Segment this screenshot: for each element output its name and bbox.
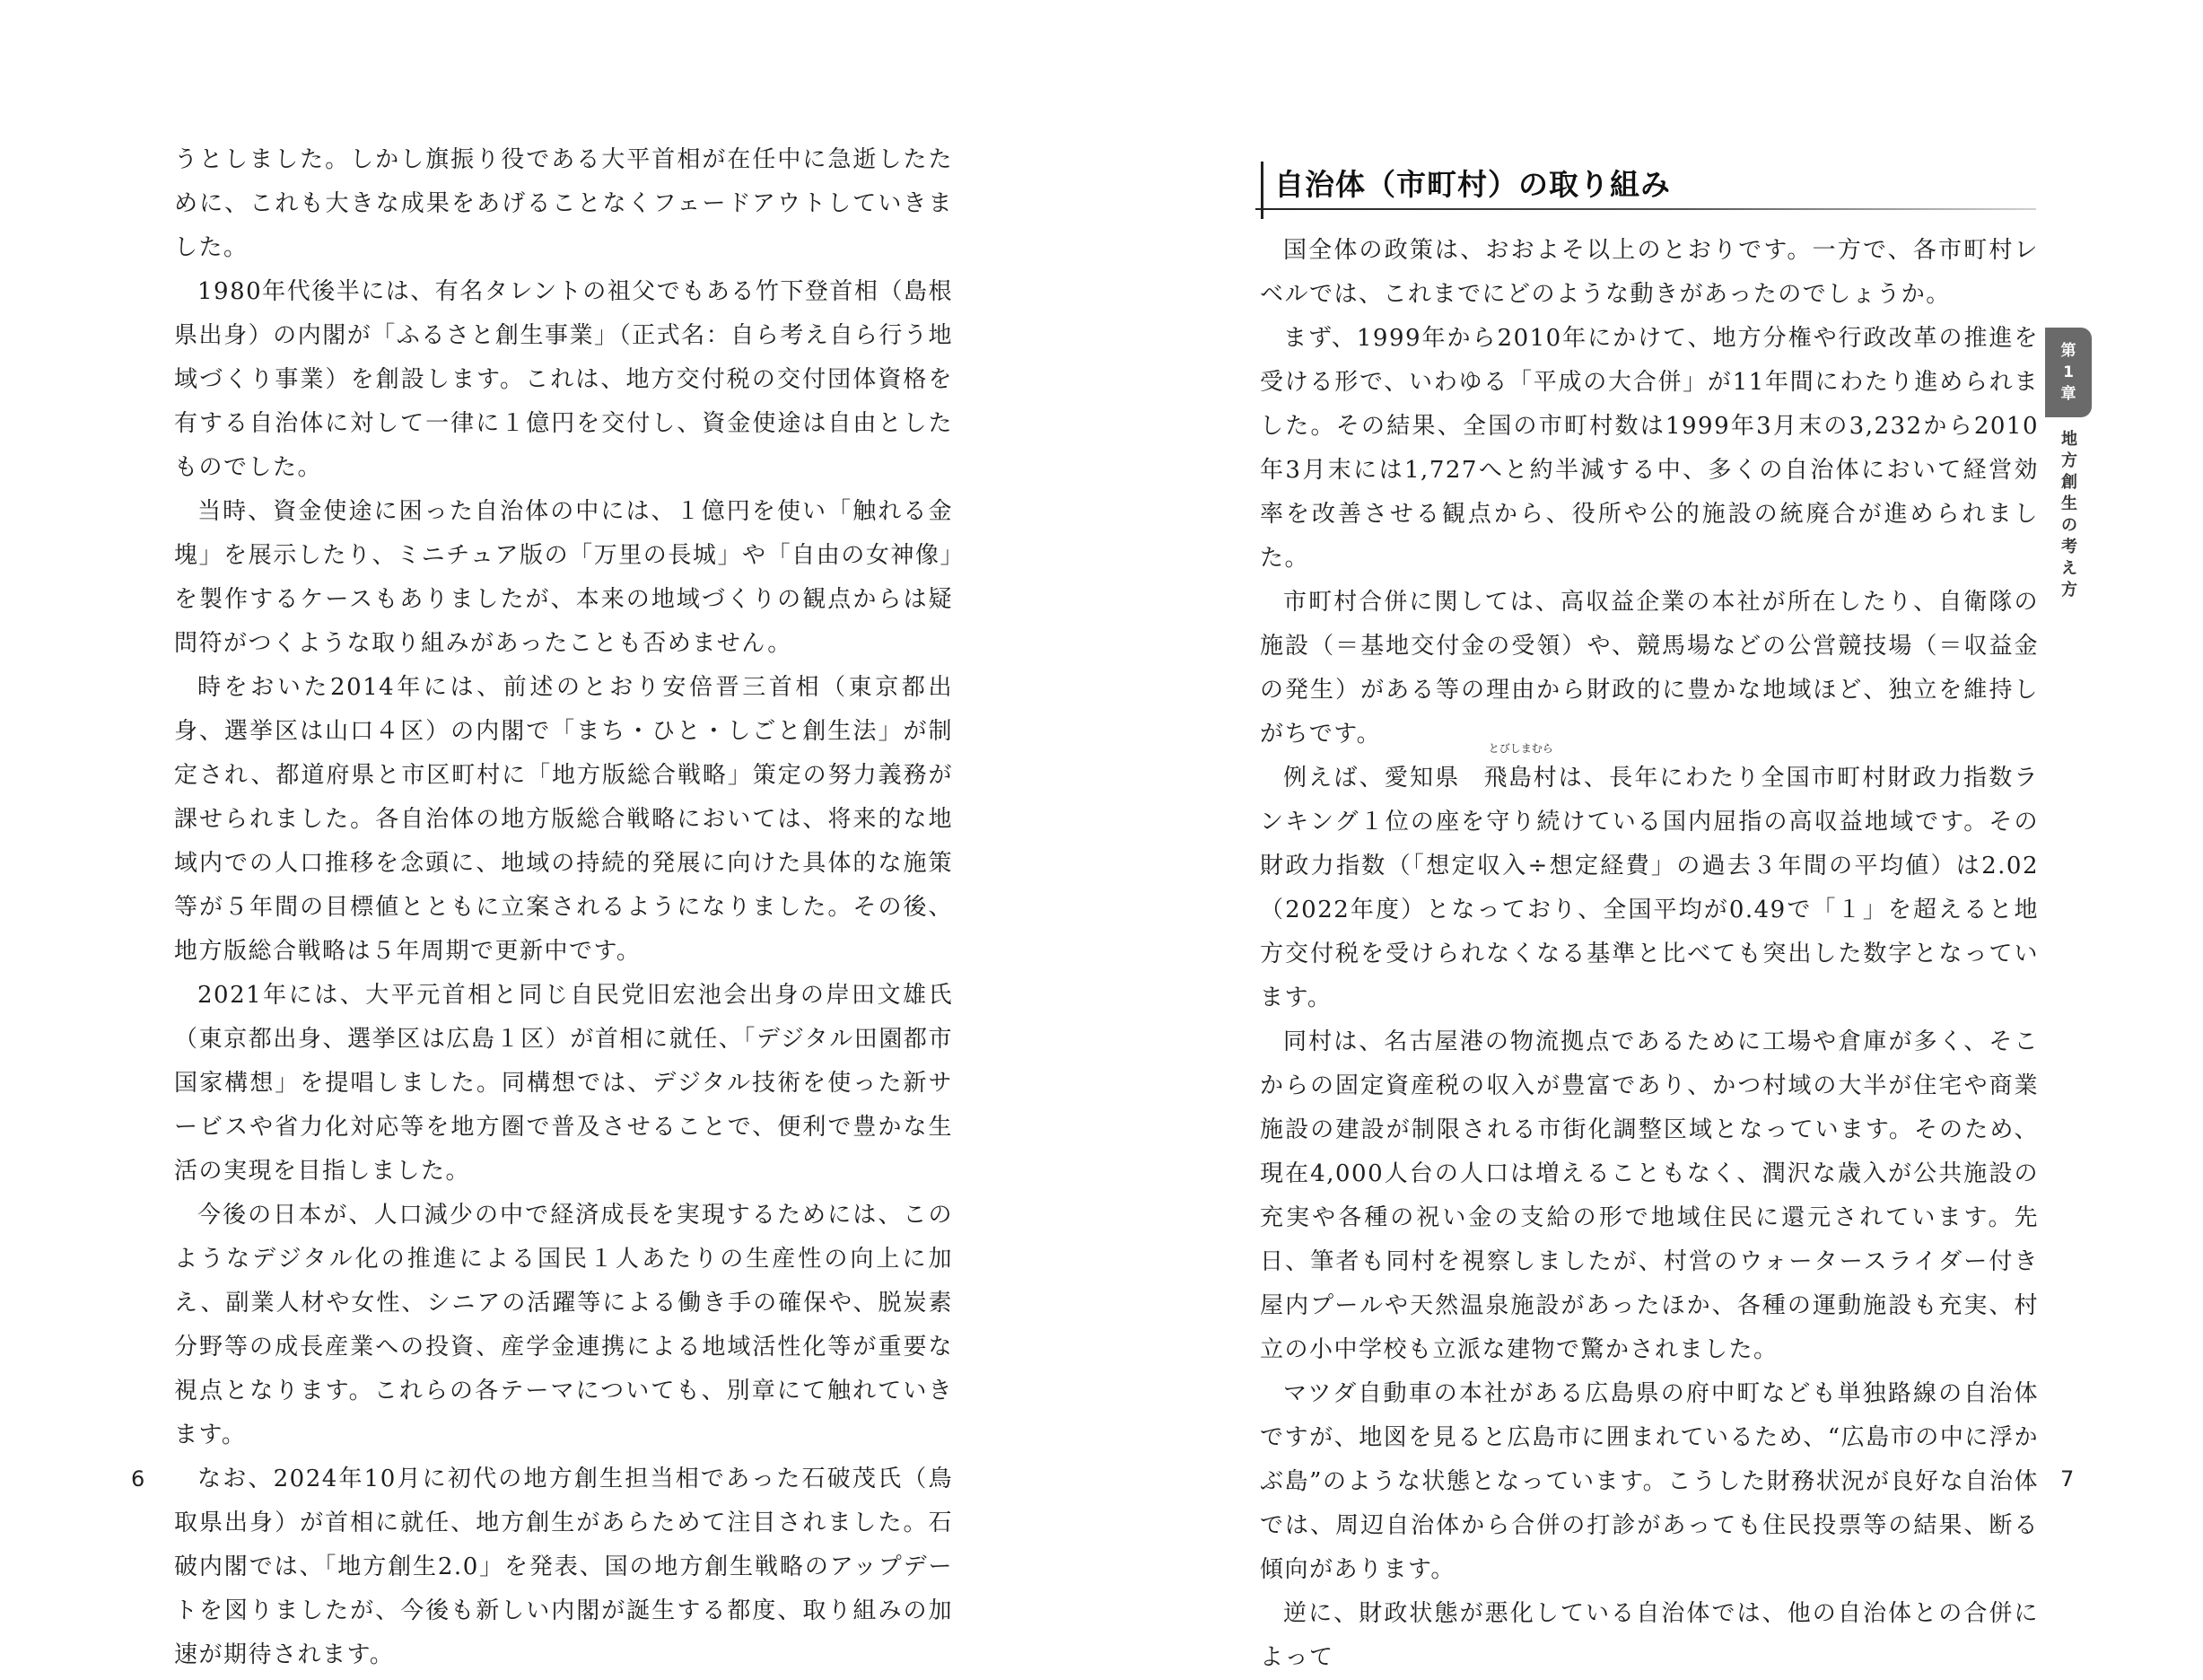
- left-page: [0, 0, 1101, 1668]
- left-paragraph-7: なお、2024年10月に初代の地方創生担当相であった石破茂氏（鳥取県出身）が首相に就任、地方創生があらためて注目されました。石破内閣では、「地方創生2.0」を発表、国の地方創生戦略のアップデートを図りましたが、今後も新しい内閣が誕生する都度、取り組みの加速が期待されます。: [174, 1466, 953, 1668]
- left-paragraph-5: 2021年には、大平元首相と同じ自民党旧宏池会出身の岸田文雄氏（東京都出身、選挙区は広島１区）が首相に就任、「デジタル田園都市国家構想」を提唱しました。同構想では、デジタル技術を使った新サービスや省力化対応等を地方圏で普及させることで、便利で豊かな生活の実現を目指しました。: [174, 982, 953, 1185]
- ruby-reading: とびしまむら: [1488, 742, 1553, 755]
- chapter-tab-number: 1: [2063, 363, 2074, 381]
- chapter-title-vertical: 地方創生の考え方: [2061, 430, 2077, 599]
- right-paragraph-7: 逆に、財政状態が悪化している自治体では、他の自治体との合併によって: [1260, 1600, 2039, 1671]
- chapter-tab: [2045, 328, 2092, 417]
- ruby-paragraph-after: は、長年にわたり全国市町村財政力指数ランキング１位の座を守り続けている国内屈指の高収益地域です。その財政力指数（「想定収入÷想定経費」の過去３年間の平均値）は2.02（2022年度）となっており、全国平均が0.49で「１」を超えると地方交付税を受けられなくなる基準と比べても突出した数字となっています。: [1260, 765, 2039, 1011]
- right-body-text: [1260, 229, 2039, 1680]
- left-body-text: [174, 138, 953, 1677]
- heading-horizontal-rule: [1255, 208, 2036, 210]
- right-page: [1102, 0, 2203, 1671]
- right-paragraph-5: 同村は、名古屋港の物流拠点であるために工場や倉庫が多く、そこからの固定資産税の収入が豊富であり、かつ村域の大半が住宅や商業施設の建設が制限される市街化調整区域となっています。そのため、現在4,000人台の人口は増えることもなく、潤沢な歳入が公共施設の充実や各種の祝い金の支給の形で地域住民に還元されています。先日、筆者も同村を視察しましたが、村営のウォータースライダー付き屋内プールや天然温泉施設があったほか、各種の運動施設も充実、村立の小中学校も立派な建物で驚かされました。: [1260, 1028, 2039, 1363]
- right-paragraph-2: まず、1999年から2010年にかけて、地方分権や行政改革の推進を受ける形で、いわゆる「平成の大合併」が11年間にわたり進められました。その結果、全国の市町村数は1999年3月末の3,232から2010年3月末には1,727へと約半減する中、多くの自治体において経営効率を改善させる観点から、役所や公的施設の統廃合が進められました。: [1260, 325, 2039, 572]
- left-paragraph-2: 1980年代後半には、有名タレントの祖父でもある竹下登首相（島根県出身）の内閣が「ふるさと創生事業」（正式名：自ら考え自ら行う地域づくり事業）を創設します。これは、地方交付税の交付団体資格を有する自治体に対して一律に１億円を交付し、資金使途は自由としたものでした。: [174, 278, 953, 481]
- chapter-tab-label-bottom: 章: [2060, 385, 2076, 403]
- right-paragraph-1: 国全体の政策は、おおよそ以上のとおりです。一方で、各市町村レベルでは、これまでにどのような動きがあったのでしょうか。: [1260, 237, 2039, 308]
- page-number-left: 6: [131, 1466, 145, 1492]
- heading-vertical-rule: [1261, 162, 1263, 219]
- left-paragraph-3: 当時、資金使途に困った自治体の中には、１億円を使い「触れる金塊」を展示したり、ミニチュア版の「万里の長城」や「自由の女神像」を製作するケースもありましたが、本来の地域づくりの観点からは疑問符がつくような取り組みがあったことも否めません。: [174, 498, 953, 657]
- right-paragraph-3: 市町村合併に関しては、高収益企業の本社が所在したり、自衛隊の施設（＝基地交付金の受領）や、競馬場などの公営競技場（＝収益金の発生）がある等の理由から財政的に豊かな地域ほど、独立を維持しがちです。: [1260, 589, 2039, 748]
- right-paragraph-6: マツダ自動車の本社がある広島県の府中町なども単独路線の自治体ですが、地図を見ると広島市に囲まれているため、“広島市の中に浮かぶ島”のような状態となっています。こうした財務状況が良好な自治体では、周辺自治体から合併の打診があっても住民投票等の結果、断る傾向があります。: [1260, 1380, 2039, 1583]
- left-paragraph-1: うとしました。しかし旗振り役である大平首相が在任中に急逝したために、これも大きな成果をあげることなくフェードアウトしていきました。: [174, 146, 953, 261]
- section-heading-text: 自治体（市町村）の取り組み: [1274, 167, 1671, 202]
- right-paragraph-ruby: [1260, 742, 2039, 1020]
- section-heading: [1261, 162, 2033, 219]
- ruby-word: [1460, 742, 1558, 801]
- left-paragraph-4: 時をおいた2014年には、前述のとおり安倍晋三首相（東京都出身、選挙区は山口４区）の内閣で「まち・ひと・しごと創生法」が制定され、都道府県と市区町村に「地方版総合戦略」策定の努力義務が課せられました。各自治体の地方版総合戦略においては、将来的な地域内での人口推移を念頭に、地域の持続的発展に向けた具体的な施策等が５年間の目標値とともに立案されるようになりました。その後、地方版総合戦略は５年周期で更新中です。: [174, 674, 953, 965]
- ruby-paragraph-before: 例えば、愛知県: [1283, 765, 1461, 792]
- page-number-right: 7: [2060, 1466, 2075, 1492]
- chapter-tab-label-top: 第: [2060, 342, 2076, 360]
- left-paragraph-6: 今後の日本が、人口減少の中で経済成長を実現するためには、このようなデジタル化の推進による国民１人あたりの生産性の向上に加え、副業人材や女性、シニアの活躍等による働き手の確保や、脱炭素分野等の成長産業への投資、産学金連携による地域活性化等が重要な視点となります。これらの各テーマについても、別章にて触れていきます。: [174, 1202, 953, 1448]
- ruby-base: 飛島村: [1483, 765, 1558, 792]
